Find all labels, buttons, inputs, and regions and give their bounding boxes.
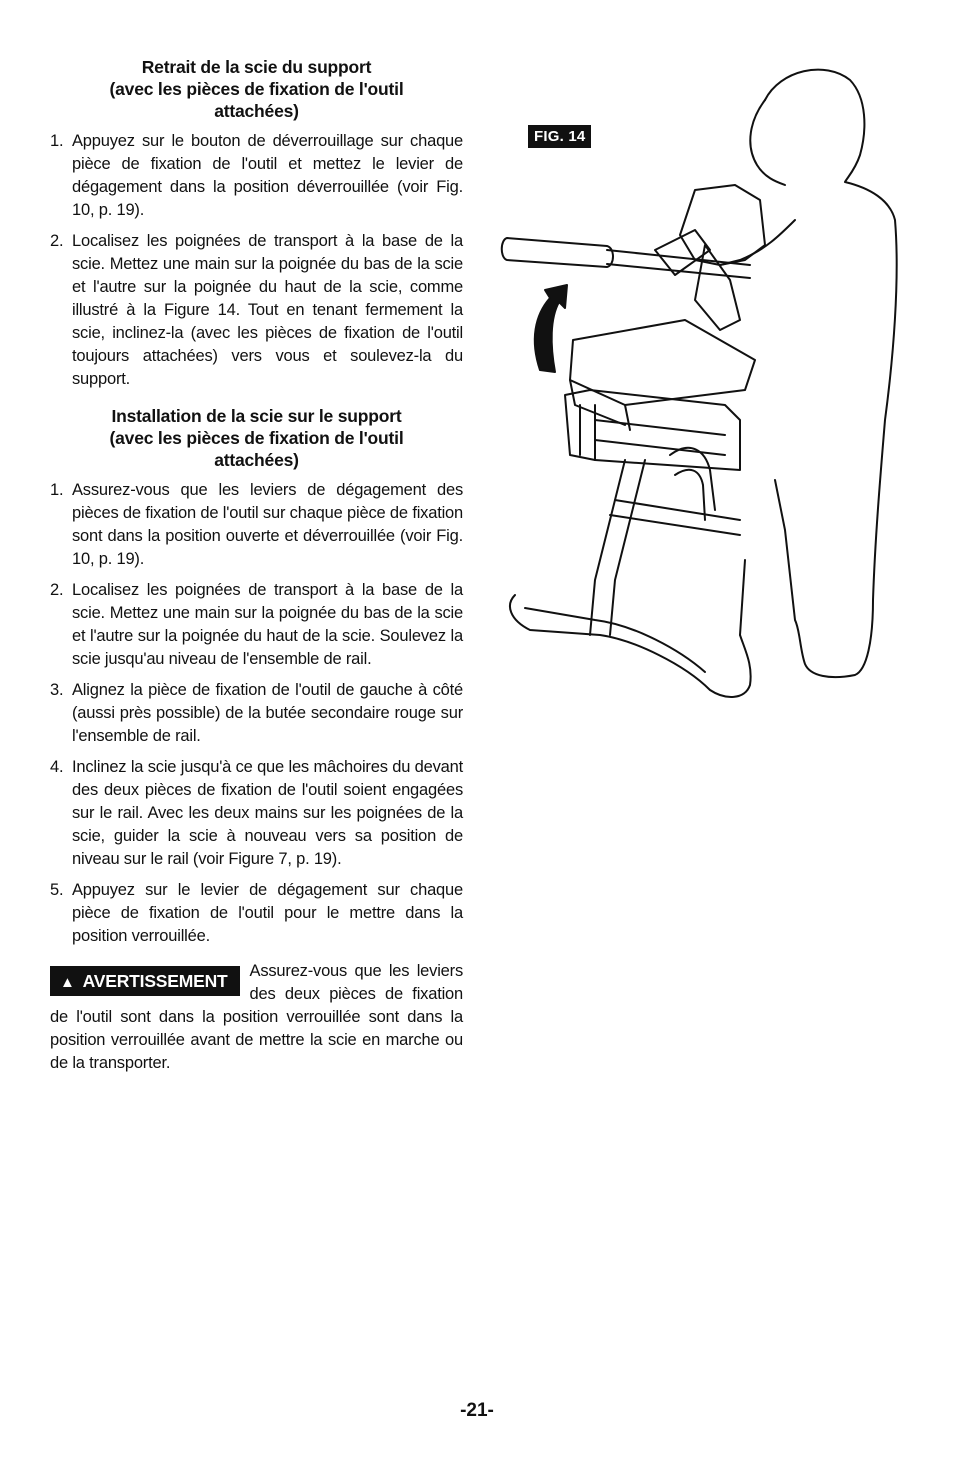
person-outline	[765, 70, 897, 678]
step-number: 3.	[50, 681, 64, 699]
removal-steps	[50, 130, 463, 391]
step-number: 1.	[50, 481, 64, 499]
figure-label: FIG. 14	[528, 125, 591, 148]
heading-removal-line2: (avec les pièces de fixation de l'outil	[109, 79, 404, 99]
step-text: Alignez la pièce de fixation de l'outil de gauche à côté (aussi près possible) de la butée secondaire rouge sur l'ensemble de rail.	[72, 681, 463, 745]
step-number: 1.	[50, 132, 64, 150]
saw-outline	[680, 185, 765, 265]
stand-base	[510, 595, 751, 697]
heading-removal-line1: Retrait de la scie du support	[141, 57, 372, 77]
warning-triangle-icon: ▲	[60, 974, 75, 991]
stand-legs	[590, 460, 625, 635]
warning-badge-label: AVERTISSEMENT	[82, 971, 228, 991]
step-text: Localisez les poignées de transport à la base de la scie. Mettez une main sur la poignée du bas de la scie et l'autre sur la poignée du haut de la scie. Soulevez la scie jusqu'au niveau de l'ensemble de rail.	[72, 581, 463, 668]
warning-block	[50, 960, 463, 1075]
list-item	[50, 230, 463, 391]
figure-illustration	[495, 60, 910, 705]
warning-text: Assurez-vous que les leviers des deux pièces de fixation de l'outil sont dans la position verrouillée sont dans la position verrouillée avant de mettre la scie en marche ou de la transporter.	[50, 962, 463, 1072]
list-item	[50, 479, 463, 571]
step-text: Appuyez sur le bouton de déverrouillage sur chaque pièce de fixation de l'outil et mettez le levier de dégagement dans la position déverrouillée (voir Fig. 10, p. 19).	[72, 132, 463, 219]
page-number: -21-	[460, 1400, 494, 1421]
lift-arrow-icon	[535, 285, 567, 372]
heading-install-line3: attachées)	[214, 450, 299, 470]
heading-install-line2: (avec les pièces de fixation de l'outil	[109, 428, 404, 448]
install-steps	[50, 479, 463, 948]
step-text: Appuyez sur le levier de dégagement sur chaque pièce de fixation de l'outil pour le mettre dans la position verrouillée.	[72, 881, 463, 945]
list-item	[50, 130, 463, 222]
step-number: 2.	[50, 581, 64, 599]
heading-install	[50, 405, 463, 471]
list-item	[50, 756, 463, 871]
warning-badge	[50, 966, 240, 996]
handle-outline	[502, 238, 613, 267]
step-number: 4.	[50, 758, 64, 776]
heading-removal-line3: attachées)	[214, 101, 299, 121]
step-number: 5.	[50, 881, 64, 899]
step-text: Localisez les poignées de transport à la base de la scie. Mettez une main sur la poignée du bas de la scie et l'autre sur la poignée du haut de la scie, comme illustré à la Figure 14. Tout en tenant fermement la scie, inclinez-la (avec les pièces de fixation de l'outil toujours attachées) vers vous et soulevez-la du support.	[72, 232, 463, 388]
step-text: Assurez-vous que les leviers de dégagement des pièces de fixation de l'outil sur chaque pièce de fixation sont dans la position ouverte et déverrouillée (voir Fig. 10, p. 19).	[72, 481, 463, 568]
step-text: Inclinez la scie jusqu'à ce que les mâchoires du devant des deux pièces de fixation de l'outil soient engagées sur le rail. Avec les deux mains sur les poignées de la scie, guider la scie à nouveau vers sa position de niveau sur le rail (voir Figure 7, p. 19).	[72, 758, 463, 868]
list-item	[50, 579, 463, 671]
heading-removal	[50, 56, 463, 122]
list-item	[50, 679, 463, 748]
step-number: 2.	[50, 232, 64, 250]
text-column	[50, 56, 463, 1075]
heading-install-line1: Installation de la scie sur le support	[111, 406, 402, 426]
list-item	[50, 879, 463, 948]
